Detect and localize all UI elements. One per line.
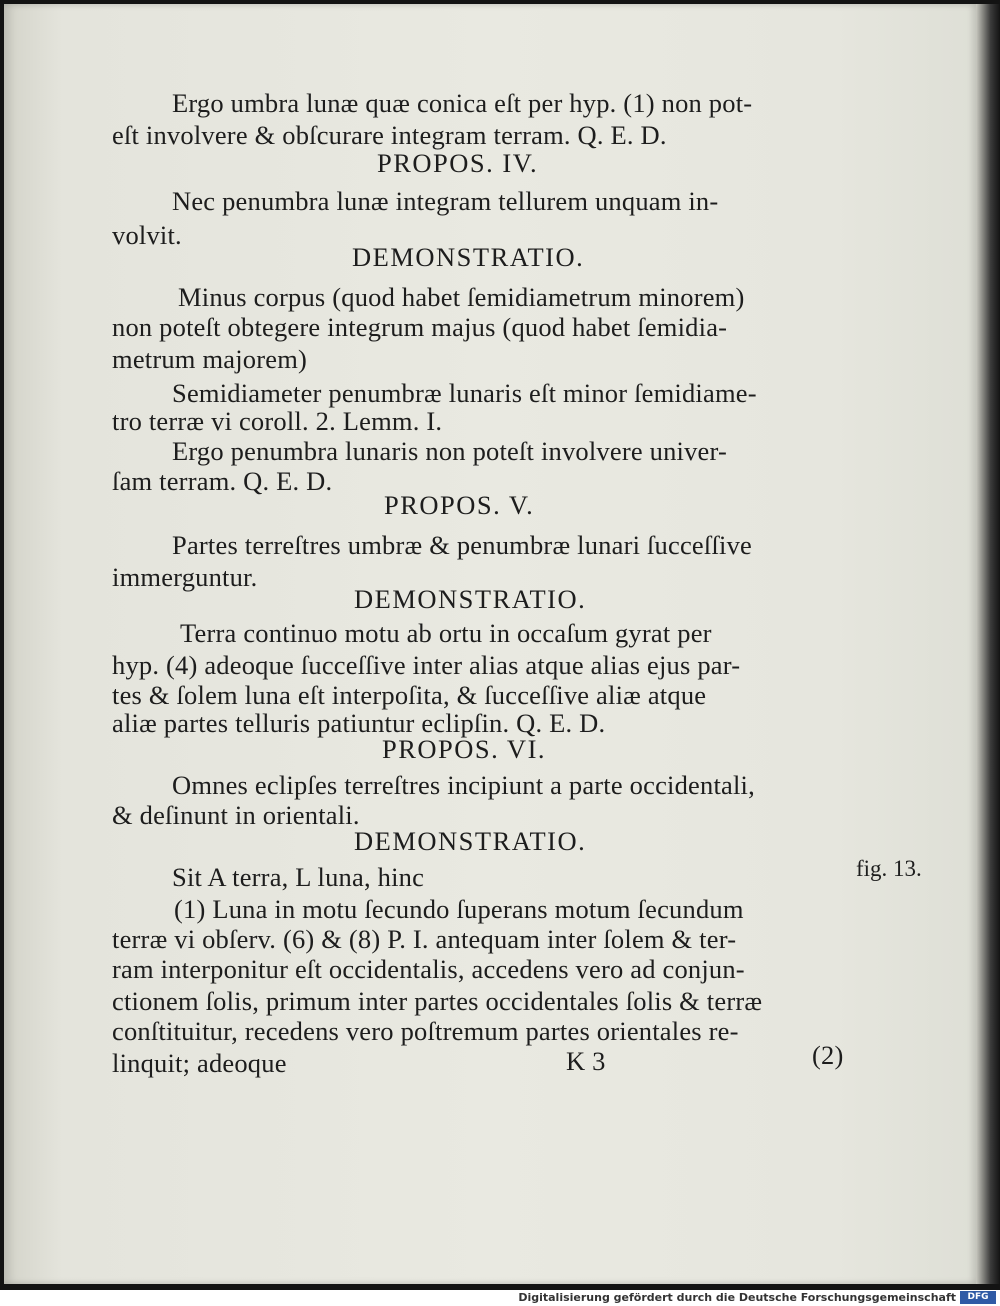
text-line: Terra continuo motu ab ortu in occaſum gyrat per [180,618,712,648]
text-line: Minus corpus (quod habet ſemidiametrum minorem) [178,282,745,312]
section-heading: PROPOS. V. [384,490,535,520]
text-line: (1) Luna in motu ſecundo ſuperans motum ſecundum [174,894,744,924]
text-line: Ergo umbra lunæ quæ conica eſt per hyp. (1) non pot- [172,88,753,118]
text-line: Partes terreſtres umbræ & penumbræ lunari ſucceſſive [172,530,752,560]
text-line: Ergo penumbra lunaris non poteſt involvere univer- [172,436,728,466]
catchword: (2) [812,1040,844,1070]
dfg-logo: DFG [960,1291,996,1304]
text-line: volvit. [112,220,182,250]
text-line: metrum majorem) [112,344,308,374]
text-line: aliæ partes telluris patiuntur eclipſin. Q. E. D. [112,708,606,738]
section-heading: PROPOS. IV. [377,148,539,178]
text-line: conſtituitur, recedens vero poſtremum partes orientales re- [112,1016,739,1046]
footer-bar [0,1290,1000,1306]
section-heading: DEMONSTRATIO. [352,242,585,272]
margin-figure-note: fig. 13. [856,856,922,881]
page-edge-shadow [976,4,1000,1284]
text-line: Semidiameter penumbræ lunaris eſt minor ſemidiame- [172,378,757,408]
text-line: tro terræ vi coroll. 2. Lemm. I. [112,406,443,436]
section-heading: PROPOS. VI. [382,734,547,764]
footer-credit: Digitalisierung gefördert durch die Deutsche Forschungsgemeinschaft [518,1291,956,1304]
section-heading: DEMONSTRATIO. [354,584,587,614]
text-line: terræ vi obſerv. (6) & (8) P. I. antequam inter ſolem & ter- [112,924,737,954]
text-line: immerguntur. [112,562,258,592]
signature-mark: K 3 [566,1046,606,1076]
text-line: & deſinunt in orientali. [112,800,360,830]
text-line: ctionem ſolis, primum inter partes occidentales ſolis & terræ [112,986,763,1016]
section-heading: DEMONSTRATIO. [354,826,587,856]
text-line: Omnes eclipſes terreſtres incipiunt a parte occidentali, [172,770,755,800]
text-line: Nec penumbra lunæ integram tellurem unquam in- [172,186,719,216]
text-line: Sit A terra, L luna, hinc [172,862,425,892]
text-line: tes & ſolem luna eſt interpoſita, & ſucceſſive aliæ atque [112,680,707,710]
text-line: linquit; adeoque [112,1048,287,1078]
text-line: ſam terram. Q. E. D. [112,466,333,496]
text-line: eſt involvere & obſcurare integram terram. Q. E. D. [112,120,667,150]
text-line: non poteſt obtegere integrum majus (quod habet ſemidia- [112,312,728,342]
text-line: ram interponitur eſt occidentalis, accedens vero ad conjun- [112,954,745,984]
text-line: hyp. (4) adeoque ſucceſſive inter alias atque alias ejus par- [112,650,741,680]
